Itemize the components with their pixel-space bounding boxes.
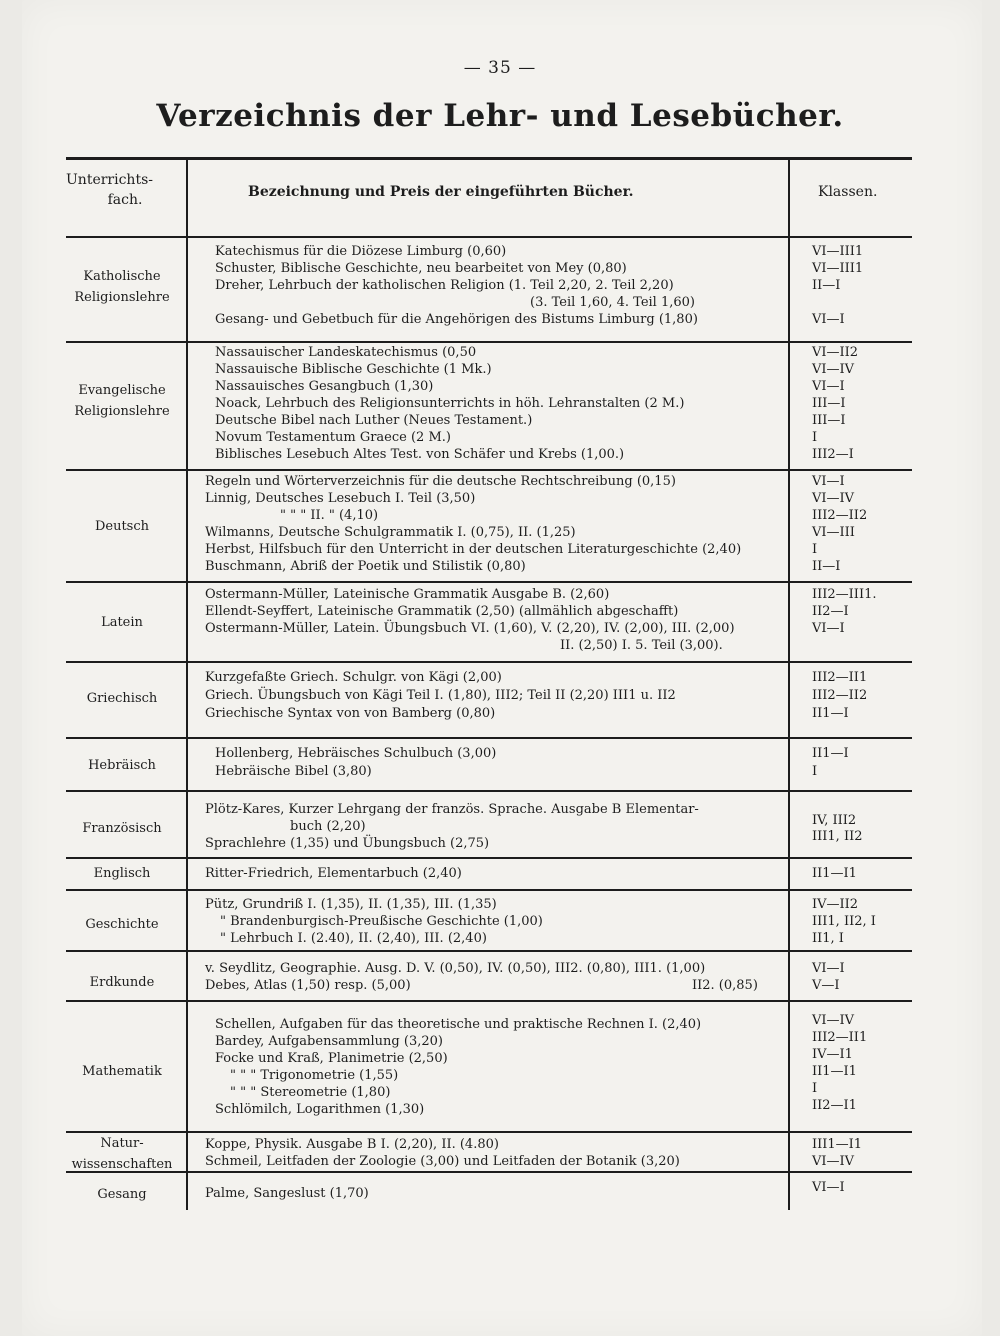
header-classes: Klassen.: [818, 184, 878, 200]
class-entry: II2—I: [812, 604, 849, 619]
class-entry: VI—III: [812, 525, 855, 540]
subject-cell: [66, 612, 178, 633]
table-top-rule: [66, 157, 912, 160]
subject-label: wissenschaften: [71, 1157, 173, 1172]
class-entry: IV—I1: [812, 1047, 853, 1062]
class-entry: VI—I: [812, 621, 845, 636]
class-entry: I: [812, 764, 818, 779]
subject-label: Evangelische: [78, 383, 166, 398]
book-entry: Nassauisches Gesangbuch (1,30): [215, 379, 434, 394]
class-entry: III2—III1.: [812, 587, 877, 602]
subject-label: Mathematik: [82, 1064, 162, 1079]
book-entry: II2. (0,85): [692, 978, 758, 993]
subject-label: Deutsch: [94, 519, 150, 534]
subject-cell: [66, 1133, 178, 1175]
class-entry: III2—II1: [812, 670, 868, 685]
subject-label: Erdkunde: [89, 975, 155, 990]
class-entry: VI—II2: [812, 345, 859, 360]
book-entry: Debes, Atlas (1,50) resp. (5,00): [205, 978, 411, 993]
subject-label: Französisch: [82, 821, 162, 836]
book-entry: Buschmann, Abriß der Poetik und Stilistik (0,80): [205, 559, 526, 574]
subject-label: Hebräisch: [88, 758, 156, 773]
class-entry: VI—IV: [812, 1013, 855, 1028]
class-entry: I: [812, 1081, 818, 1096]
class-entry: VI—I: [812, 1180, 845, 1195]
book-entry: v. Seydlitz, Geographie. Ausg. D. V. (0,50), IV. (0,50), III2. (0,80), III1. (1,00): [205, 961, 706, 976]
page-title: Verzeichnis der Lehr- und Lesebücher.: [156, 98, 844, 134]
class-entry: III1—I1: [812, 1137, 863, 1152]
subject-cell: [66, 818, 178, 839]
class-entry: III2—II2: [812, 508, 868, 523]
class-entry: III—I: [812, 396, 846, 411]
subject-cell: [66, 380, 178, 422]
book-entry: Bardey, Aufgabensammlung (3,20): [215, 1034, 443, 1049]
section-rule: [66, 581, 912, 583]
class-entry: II2—I1: [812, 1098, 857, 1113]
class-entry: II1—I1: [812, 1064, 857, 1079]
section-rule: [66, 341, 912, 343]
column-divider-left: [186, 160, 188, 1210]
subject-cell: [66, 266, 178, 308]
class-entry: III2—II1: [812, 1030, 868, 1045]
book-entry: Griechische Syntax von von Bamberg (0,80): [205, 706, 496, 721]
section-rule: [66, 737, 912, 739]
class-entry: II1, I: [812, 931, 844, 946]
book-entry: " Lehrbuch I. (2.40), II. (2,40), III. (2,40): [220, 931, 487, 946]
book-entry: buch (2,20): [290, 819, 366, 834]
subject-cell: [66, 688, 178, 709]
subject-cell: [66, 1184, 178, 1205]
book-entry: Noack, Lehrbuch des Religionsunterrichts in höh. Lehranstalten (2 M.): [215, 396, 685, 411]
book-entry: " " " Stereometrie (1,80): [230, 1085, 391, 1100]
class-entry: II—I: [812, 278, 841, 293]
class-entry: VI—IV: [812, 1154, 855, 1169]
section-rule: [66, 661, 912, 663]
class-entry: VI—IV: [812, 362, 855, 377]
class-entry: IV—II2: [812, 897, 859, 912]
book-entry: " Brandenburgisch-Preußische Geschichte (1,00): [220, 914, 543, 929]
class-entry: VI—I: [812, 961, 845, 976]
section-rule: [66, 857, 912, 859]
subject-label: Religionslehre: [74, 404, 170, 419]
class-entry: III2—I: [812, 447, 854, 462]
class-entry: II—I: [812, 559, 841, 574]
subject-cell: [66, 755, 178, 776]
subject-label: Griechisch: [86, 691, 158, 706]
class-entry: II1—I: [812, 746, 849, 761]
book-entry: Schellen, Aufgaben für das theoretische und praktische Rechnen I. (2,40): [215, 1017, 702, 1032]
book-entry: Kurzgefaßte Griech. Schulgr. von Kägi (2,00): [205, 670, 502, 685]
book-entry: " " " Trigonometrie (1,55): [230, 1068, 399, 1083]
section-rule: [66, 1000, 912, 1002]
subject-cell: [66, 516, 178, 537]
book-entry: Pütz, Grundriß I. (1,35), II. (1,35), III. (1,35): [205, 897, 497, 912]
book-entry: Sprachlehre (1,35) und Übungsbuch (2,75): [205, 836, 490, 851]
header-books: Bezeichnung und Preis der eingeführten Bücher.: [248, 184, 634, 200]
book-entry: (3. Teil 1,60, 4. Teil 1,60): [530, 295, 695, 310]
book-entry: Schuster, Biblische Geschichte, neu bearbeitet von Mey (0,80): [215, 261, 627, 276]
page-number: — 35 —: [463, 58, 537, 78]
book-entry: Ostermann-Müller, Latein. Übungsbuch VI. (1,60), V. (2,20), IV. (2,00), III. (2,00): [205, 621, 735, 636]
book-entry: Gesang- und Gebetbuch für die Angehörigen des Bistums Limburg (1,80): [215, 312, 698, 327]
book-entry: Nassauischer Landeskatechismus (0,50: [215, 345, 477, 360]
book-entry: Deutsche Bibel nach Luther (Neues Testament.): [215, 413, 533, 428]
subject-cell: [66, 863, 178, 884]
book-entry: Ritter-Friedrich, Elementarbuch (2,40): [205, 866, 462, 881]
subject-label: Gesang: [97, 1187, 147, 1202]
book-entry: Hebräische Bibel (3,80): [215, 764, 372, 779]
class-entry: VI—III1: [812, 244, 864, 259]
book-entry: Nassauische Biblische Geschichte (1 Mk.): [215, 362, 492, 377]
subject-label: Englisch: [93, 866, 151, 881]
book-entry: Dreher, Lehrbuch der katholischen Religion (1. Teil 2,20, 2. Teil 2,20): [215, 278, 674, 293]
section-rule: [66, 469, 912, 471]
class-entry: III1, II2: [812, 829, 863, 844]
class-entry: VI—I: [812, 312, 845, 327]
class-entry: IV, III2: [812, 813, 857, 828]
class-entry: I: [812, 542, 818, 557]
class-entry: I: [812, 430, 818, 445]
subject-label: Latein: [101, 615, 143, 630]
book-entry: " " " II. " (4,10): [280, 508, 379, 523]
subject-label: Geschichte: [85, 917, 159, 932]
book-entry: Koppe, Physik. Ausgabe B I. (2,20), II. (4.80): [205, 1137, 499, 1152]
book-entry: Palme, Sangeslust (1,70): [205, 1186, 369, 1201]
book-entry: Schmeil, Leitfaden der Zoologie (3,00) und Leitfaden der Botanik (3,20): [205, 1154, 680, 1169]
book-entry: Ostermann-Müller, Lateinische Grammatik Ausgabe B. (2,60): [205, 587, 610, 602]
section-rule: [66, 1131, 912, 1133]
book-entry: Focke und Kraß, Planimetrie (2,50): [215, 1051, 448, 1066]
book-entry: Plötz-Kares, Kurzer Lehrgang der französ. Sprache. Ausgabe B Elementar-: [205, 802, 699, 817]
book-entry: Linnig, Deutsches Lesebuch I. Teil (3,50): [205, 491, 476, 506]
class-entry: VI—IV: [812, 491, 855, 506]
book-entry: Herbst, Hilfsbuch für den Unterricht in der deutschen Literaturgeschichte (2,40): [205, 542, 742, 557]
book-entry: Novum Testamentum Graece (2 M.): [215, 430, 451, 445]
book-entry: Katechismus für die Diözese Limburg (0,60): [215, 244, 507, 259]
class-entry: VI—I: [812, 379, 845, 394]
class-entry: II1—I1: [812, 866, 857, 881]
class-entry: III2—II2: [812, 688, 868, 703]
subject-cell: [66, 972, 178, 993]
book-entry: Schlömilch, Logarithmen (1,30): [215, 1102, 425, 1117]
section-rule: [66, 889, 912, 891]
class-entry: III1, II2, I: [812, 914, 876, 929]
header-bottom-rule: [66, 236, 912, 238]
column-divider-right: [788, 160, 790, 1210]
class-entry: VI—I: [812, 474, 845, 489]
header-subject: [66, 170, 184, 210]
book-entry: II. (2,50) I. 5. Teil (3,00).: [560, 638, 723, 653]
header-subject-line1: Unterrichts-: [66, 172, 153, 188]
subject-cell: [66, 914, 178, 935]
book-entry: Regeln und Wörterverzeichnis für die deutsche Rechtschreibung (0,15): [205, 474, 676, 489]
section-rule: [66, 950, 912, 952]
section-rule: [66, 1171, 912, 1173]
book-entry: Wilmanns, Deutsche Schulgrammatik I. (0,75), II. (1,25): [205, 525, 576, 540]
book-entry: Biblisches Lesebuch Altes Test. von Schäfer und Krebs (1,00.): [215, 447, 625, 462]
subject-cell: [66, 1061, 178, 1082]
class-entry: II1—I: [812, 706, 849, 721]
book-entry: Hollenberg, Hebräisches Schulbuch (3,00): [215, 746, 497, 761]
header-subject-line2: fach.: [107, 192, 143, 208]
book-entry: Ellendt-Seyffert, Lateinische Grammatik (2,50) (allmählich abgeschafft): [205, 604, 679, 619]
class-entry: VI—III1: [812, 261, 864, 276]
class-entry: III—I: [812, 413, 846, 428]
section-rule: [66, 790, 912, 792]
subject-label: Katholische: [83, 269, 161, 284]
book-entry: Griech. Übungsbuch von Kägi Teil I. (1,80), III2; Teil II (2,20) III1 u. II2: [205, 688, 676, 703]
subject-label: Religionslehre: [74, 290, 170, 305]
class-entry: V—I: [812, 978, 840, 993]
subject-label: Natur-: [100, 1136, 144, 1151]
